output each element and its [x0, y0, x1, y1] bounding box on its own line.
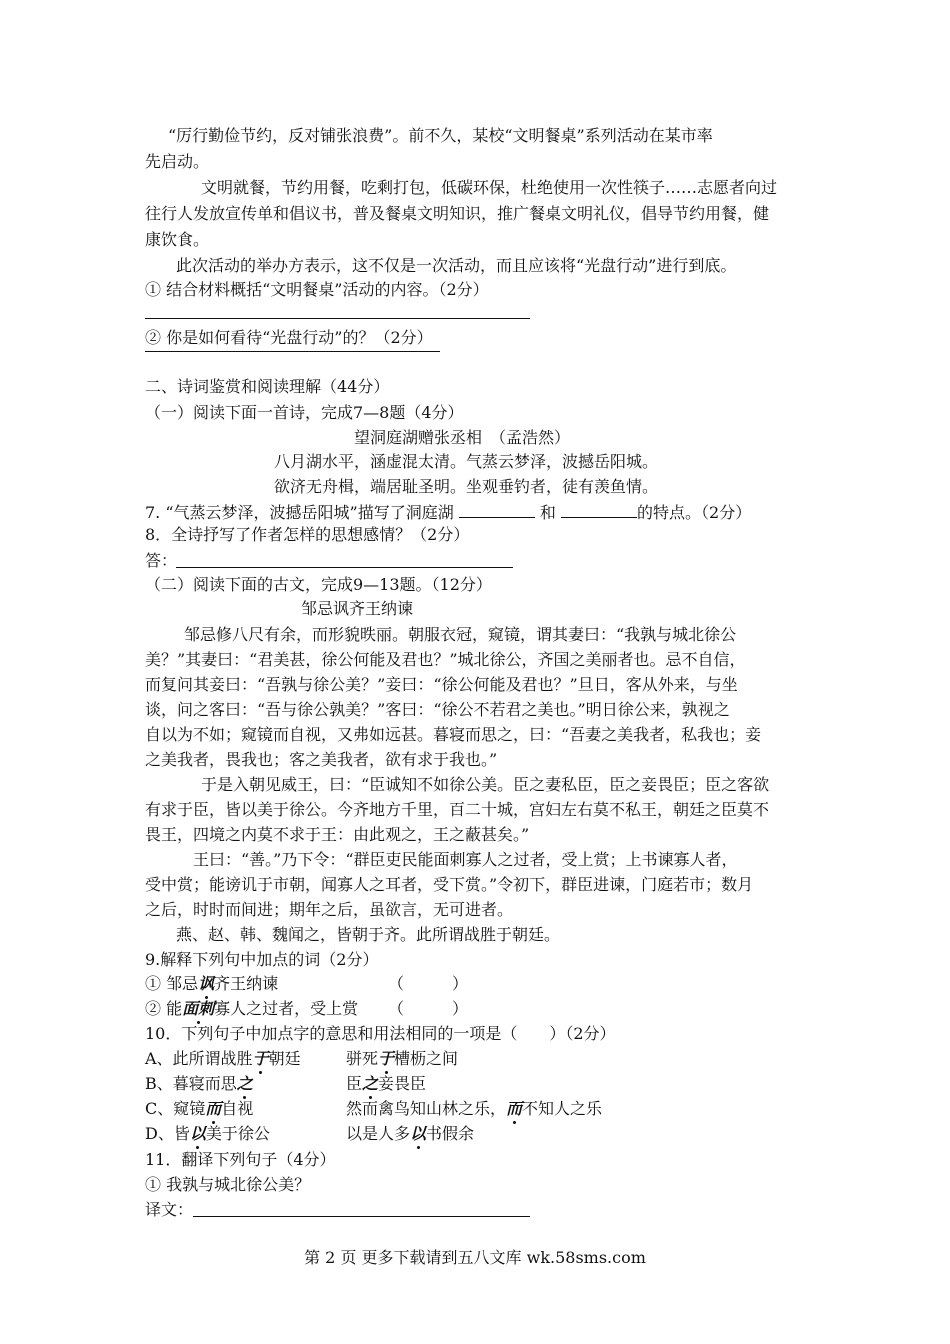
answer-blank-line	[145, 318, 530, 319]
answer-blank-line	[193, 1216, 530, 1217]
paragraph-line: 邹忌修八尺有余，而形貌昳丽。朝服衣冠，窥镜，谓其妻曰：“我孰与城北徐公	[184, 625, 737, 644]
text: 朝廷	[268, 1049, 301, 1068]
paragraph-line: 康饮食。	[145, 230, 210, 249]
paragraph-line: 谈，问之客曰：“吾与徐公孰美？”客曰：“徐公不若君之美也。”明日徐公来，孰视之	[145, 700, 730, 719]
question-11: 11．翻译下列句子（4分）	[145, 1150, 336, 1169]
emphasized-word: 之	[236, 1074, 253, 1093]
text: 槽枥之间	[394, 1049, 459, 1068]
answer-label: 答：	[145, 551, 178, 570]
option-c	[145, 1099, 253, 1119]
paragraph-line: 王曰：“善。”乃下令：“群臣吏民能面刺寡人之过者，受上赏；上书谏寡人者，	[193, 850, 738, 869]
q7-and: 和	[539, 503, 556, 522]
poem-line: 八月湖水平，涵虚混太清。气蒸云梦泽，波撼岳阳城。	[274, 452, 659, 471]
text: 骈死	[346, 1049, 379, 1068]
question-9a	[145, 974, 278, 994]
paragraph-line: 美？”其妻曰：“君美甚，徐公何能及君也？”城北徐公，齐国之美丽者也。忌不自信，	[145, 650, 746, 669]
answer-label: 译文：	[145, 1200, 194, 1219]
paragraph-line: 受中赏；能谤讥于市朝，闻寡人之耳者，受下赏。”令初下，群臣进谏，门庭若市；数月	[145, 875, 754, 894]
paragraph-line: 往行人发放宣传单和倡议书，普及餐桌文明知识，推广餐桌文明礼仪，倡导节约用餐，健	[145, 204, 770, 223]
text: 以是人多	[346, 1124, 411, 1143]
emphasized-word: 而	[506, 1099, 523, 1118]
question-line: ① 结合材料概括“文明餐桌”活动的内容。（2分）	[145, 280, 489, 299]
paragraph-line: 之后，时时而间进；期年之后，虽欲言，无可进者。	[145, 900, 514, 919]
emphasized-word: 之	[362, 1074, 379, 1093]
question-line: ② 你是如何看待“光盘行动”的？（2分）	[145, 328, 433, 347]
text: 自视	[221, 1099, 254, 1118]
option-a-compare	[346, 1049, 458, 1069]
answer-blank-line	[176, 567, 513, 568]
text: 美于徐公	[205, 1124, 270, 1143]
text: 寡人之过者，受上赏	[214, 999, 359, 1018]
paragraph-line: 燕、赵、韩、魏闻之，皆朝于齐。此所谓战胜于朝廷。	[176, 925, 561, 944]
text: 不知人之乐	[522, 1099, 603, 1118]
page-footer: 第 2 页 更多下载请到五八文库 wk.58sms.com	[304, 1248, 646, 1267]
paragraph-line: 文明就餐，节约用餐，吃剩打包，低碳环保，杜绝使用一次性筷子……志愿者向过	[201, 178, 778, 197]
question-9: 9.解释下列句中加点的词（2分）	[145, 950, 379, 969]
option-b-compare	[346, 1074, 426, 1094]
paragraph-line: 先启动。	[145, 152, 210, 171]
question-7	[145, 501, 751, 523]
paragraph-line: 有求于臣，皆以美于徐公。今齐地方千里，百二十城，宫妇左右莫不私王，朝廷之臣莫不	[145, 800, 770, 819]
paragraph-line: 于是入朝见威王，曰：“臣诚知不如徐公美。臣之妻私臣，臣之妾畏臣；臣之客欲	[201, 775, 770, 794]
emphasized-word: 以	[189, 1124, 206, 1143]
text: 书假余	[426, 1124, 475, 1143]
emphasized-word: 于	[252, 1049, 269, 1068]
text: 臣	[346, 1074, 363, 1093]
text: A、此所谓战胜	[145, 1049, 253, 1068]
emphasized-word: 以	[410, 1124, 427, 1143]
text: D、皆	[145, 1124, 190, 1143]
emphasized-word: 于	[378, 1049, 395, 1068]
option-a	[145, 1049, 301, 1069]
text: 然而禽鸟知山林之乐，	[346, 1099, 507, 1118]
paragraph-line: 自以为不如；窥镜而自视，又弗如远甚。暮寝而思之，曰：“吾妻之美我者，私我也；妾	[145, 725, 762, 744]
text: B、暮寝而思	[145, 1074, 237, 1093]
poem-author: （孟浩然）	[490, 428, 571, 447]
text: 齐王纳谏	[214, 974, 279, 993]
q7-text: 7. “气蒸云梦泽，波撼岳阳城”描写了洞庭湖	[145, 503, 454, 522]
text: C、窥镜	[145, 1099, 206, 1118]
paragraph-line: “厉行勤俭节约，反对铺张浪费”。前不久，某校“文明餐桌”系列活动在某市率	[168, 126, 713, 145]
question-10: 10．下列句子中加点字的意思和用法相同的一项是（ ）（2分）	[145, 1024, 616, 1043]
text: ② 能	[145, 999, 183, 1018]
answer-paren: （ ）	[388, 999, 469, 1018]
paragraph-line: 之美我者，畏我也；客之美我者，欲有求于我也。”	[145, 750, 498, 769]
subsection-heading: （二）阅读下面的古文，完成9—13题。（12分）	[145, 575, 492, 594]
emphasized-word: 而	[205, 1099, 222, 1118]
question-8: 8．全诗抒写了作者怎样的思想感情？（2分）	[145, 525, 470, 544]
subsection-heading: （一）阅读下面一首诗，完成7—8题（4分）	[145, 403, 464, 422]
option-b	[145, 1074, 253, 1094]
emphasized-word: 面刺	[182, 999, 215, 1018]
answer-blank	[561, 501, 637, 518]
answer-paren: （ ）	[388, 974, 469, 993]
option-d-compare	[346, 1124, 474, 1144]
text: 妾畏臣	[378, 1074, 427, 1093]
option-c-compare	[346, 1099, 602, 1119]
emphasized-word: 讽	[198, 974, 215, 993]
paragraph-line: 畏王，四境之内莫不求于王：由此观之，王之蔽甚矣。”	[145, 825, 530, 844]
text: ① 邹忌	[145, 974, 199, 993]
q7-tail: 的特点。（2分）	[637, 503, 752, 522]
answer-blank	[459, 501, 535, 518]
poem-title: 望洞庭湖赠张丞相	[354, 428, 483, 447]
paragraph-line: 此次活动的举办方表示，这不仅是一次活动，而且应该将“光盘行动”进行到底。	[176, 256, 737, 275]
paragraph-line: 而复问其妾曰：“吾孰与徐公美？”妾曰：“徐公何能及君也？”旦日，客从外来，与坐	[145, 675, 738, 694]
answer-blank-line	[145, 351, 440, 352]
question-11a: ① 我孰与城北徐公美？	[145, 1175, 311, 1194]
section-heading: 二、诗词鉴赏和阅读理解（44分）	[145, 377, 390, 396]
option-d	[145, 1124, 270, 1144]
question-9b	[145, 999, 358, 1019]
poem-line: 欲济无舟楫，端居耻圣明。坐观垂钓者，徒有羡鱼情。	[274, 477, 659, 496]
prose-title: 邹忌讽齐王纳谏	[301, 599, 414, 618]
